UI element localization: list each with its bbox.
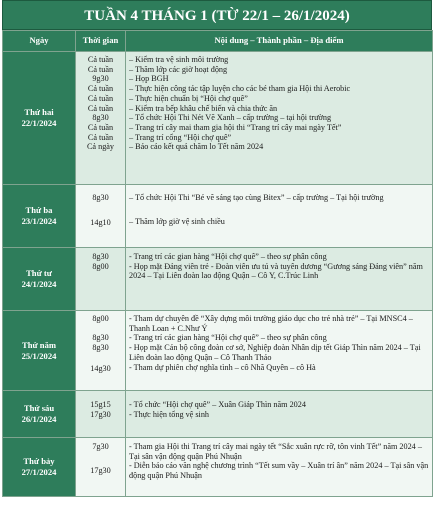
day-row-tuesday (3, 185, 433, 248)
time-value: 15g15 (90, 400, 111, 409)
day-row-friday (3, 391, 433, 438)
day-name: Thứ hai (24, 107, 54, 117)
time-value: Cả tuần (87, 93, 114, 103)
time-value: 9g30 (92, 74, 109, 84)
time-value: Cả tuần (87, 122, 114, 132)
day-cell (3, 311, 76, 391)
day-cell (3, 248, 76, 311)
time-cell (76, 391, 126, 438)
content-item: – Kiểm tra bếp khâu chế biến và chia thức ăn (129, 103, 278, 113)
day-row-monday (3, 52, 433, 185)
content-item: - Họp mặt Đảng viên trẻ - Đoàn viên ưu tú và tuyên dương “Gương sáng Đảng viên” năm 2024 – Tại Liên đoàn lao động Quận – Cô Y, C.Trúc Linh (129, 261, 423, 281)
content-cell (126, 248, 433, 311)
content-item: – Họp BGH (129, 74, 169, 84)
content-item: – Thực hiện chuẩn bị “Hội chợ quê” (129, 93, 248, 103)
content-cell (126, 185, 433, 248)
time-value: 8g30 (92, 333, 109, 343)
day-date: 24/1/2024 (21, 279, 57, 289)
header-day: Ngày (3, 31, 76, 52)
day-name: Thứ bảy (23, 456, 55, 466)
time-value: Cả tuần (87, 103, 114, 113)
day-name: Thứ năm (21, 339, 57, 350)
day-row-thursday (3, 311, 433, 391)
time-value: 8g00 (92, 261, 109, 271)
time-value: 17g30 (90, 409, 111, 419)
content-item: – Thăm lớp các giờ hoạt động (129, 64, 228, 74)
time-value: 17g30 (90, 465, 111, 475)
time-value: Cả ngày (86, 142, 115, 152)
content-item: – Thăm lớp giờ vệ sinh chiều (129, 217, 225, 226)
content-item: - Trang trí các gian hàng “Hội chợ quê” – theo sự phân công (129, 333, 327, 343)
time-value: Cả tuần (87, 64, 114, 74)
day-cell (3, 391, 76, 438)
content-item: - Họp mặt Cán bộ công đoàn cơ sở, Nghiệp đoàn Nhân dịp tết Giáp Thìn năm 2024 – Tại Liên đoàn lao động Quận – Cô Thanh Thảo (129, 343, 421, 362)
time-value: Cả tuần (87, 55, 114, 64)
content-item: – Tổ chức Hội Thi “Bé vẽ sáng tạo cùng Bitex” – cấp trường – Tại hội trường (129, 193, 384, 202)
content-item: – Kiểm tra vệ sinh môi trường (129, 55, 229, 64)
day-date: 22/1/2024 (21, 118, 57, 128)
day-row-saturday (3, 438, 433, 497)
content-item: – Trang trí cổng “Hội chợ quê” (129, 132, 232, 142)
content-item: - Tham dự chuyên đề “Xây dựng môi trường giáo dục cho trẻ nhà trẻ” – Tại MNSC4 – Thanh Loan + C.Như Ý (129, 314, 413, 333)
day-cell (3, 185, 76, 248)
content-item: - Tổ chức “Hội chợ quê” – Xuân Giáp Thìn năm 2024 (129, 400, 306, 409)
day-name: Thứ ba (25, 205, 53, 215)
content-item: - Tham gia Hội thi Trang trí cây mai ngày tết “Sắc xuân rực rỡ, tôn vinh Tết” năm 2024 – Tại sân vận động quận Phú Nhuận (129, 442, 422, 461)
day-cell (3, 52, 76, 185)
time-cell (76, 185, 126, 248)
content-item: - Tham dự phiên chợ nghĩa tình – cô Nhã Quyên – cô Hà (129, 362, 316, 372)
content-item: - Diễn báo cáo văn nghệ chương trình “Tết sum vầy – Xuân trí ân” năm 2024 – Tại sân vận động quận Phú Nhuận (129, 461, 429, 481)
time-cell (76, 248, 126, 311)
day-row-wednesday (3, 248, 433, 311)
time-value: 14g30 (90, 363, 111, 373)
time-value: 8g30 (92, 113, 109, 123)
content-item: – Trang trí cây mai tham gia hội thi “Trang trí cây mai ngày Tết” (129, 122, 342, 132)
content-item: – Tổ chức Hội Thi Nét Vẽ Xanh – cấp trường – tại hội trường (129, 113, 332, 123)
time-value: 8g30 (92, 343, 109, 353)
content-cell (126, 311, 433, 391)
content-item: – Thực hiện công tác tập luyện cho các bé tham gia Hội thi Aerobic (129, 84, 351, 94)
schedule-title: TUẦN 4 THÁNG 1 (TỪ 22/1 – 26/1/2024) (2, 0, 432, 30)
header-content: Nội dung – Thành phần – Địa điểm (126, 31, 433, 52)
time-value: Cả tuần (87, 132, 114, 142)
day-name: Thứ tư (26, 268, 52, 278)
content-item: – Báo cáo kết quả chăm lo Tết năm 2024 (129, 142, 264, 152)
header-row (3, 31, 433, 52)
schedule-sheet (2, 0, 432, 497)
content-cell (126, 391, 433, 438)
content-item: - Trang trí các gian hàng “Hội chợ quê” – theo sự phân công (129, 252, 327, 261)
schedule-table (2, 30, 433, 497)
content-item: - Thực hiện tổng vệ sinh (129, 409, 210, 419)
header-time: Thời gian (76, 31, 126, 52)
time-cell (76, 52, 126, 185)
time-cell (76, 438, 126, 497)
day-date: 26/1/2024 (21, 414, 57, 424)
time-cell (76, 311, 126, 391)
time-value: 8g30 (92, 252, 109, 261)
day-date: 23/1/2024 (21, 216, 57, 226)
content-cell (126, 438, 433, 497)
day-date: 25/1/2024 (21, 350, 57, 361)
day-cell (3, 438, 76, 497)
content-cell (126, 52, 433, 185)
day-date: 27/1/2024 (21, 467, 57, 477)
time-value: 14g10 (90, 217, 111, 227)
time-value: Cả tuần (87, 84, 114, 94)
time-value: 7g30 (92, 442, 109, 451)
time-value: 8g30 (92, 193, 109, 202)
day-name: Thứ sáu (23, 403, 55, 413)
time-value: 8g00 (92, 314, 109, 323)
